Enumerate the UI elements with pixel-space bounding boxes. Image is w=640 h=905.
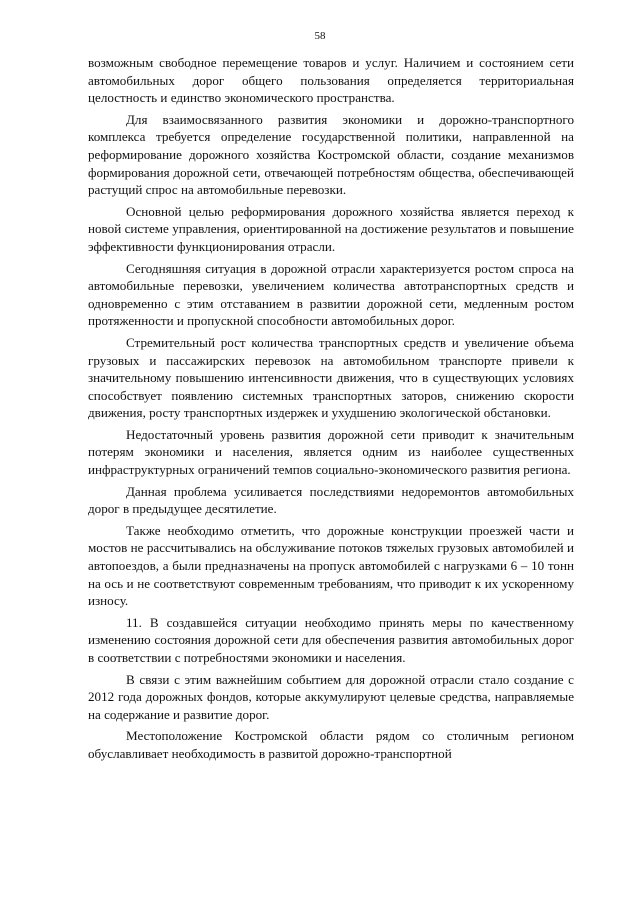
paragraph: Основной целью реформирования дорожного хозяйства является переход к новой системе управления, ориентированной на достижение результатов и повышение эффективности функционирования отрасли. [88,203,574,254]
paragraph: Сегодняшняя ситуация в дорожной отрасли характеризуется ростом спроса на автомобильные перевозки, увеличением количества автотранспортных средств и одновременно с этим отставанием в развитии дорожной сети, медленным ростом протяженности и пропускной способности автомобильных дорог. [88,260,574,329]
paragraph: 11. В создавшейся ситуации необходимо принять меры по качественному изменению состояния дорожной сети для обеспечения развития автомобильных дорог в соответствии с потребностями экономики и населения. [88,614,574,665]
paragraph: Данная проблема усиливается последствиями недоремонтов автомобильных дорог в предыдущее десятилетие. [88,483,574,517]
paragraph: Местоположение Костромской области рядом со столичным регионом обуславливает необходимость в развитой дорожно-транспортной [88,728,574,761]
paragraph: Недостаточный уровень развития дорожной сети приводит к значительным потерям экономики и населения, является одним из наиболее существенных инфраструктурных ограничений темпов социально-экономического развития региона. [88,426,574,478]
body-text [88,54,574,767]
paragraph: Также необходимо отметить, что дорожные конструкции проезжей части и мостов не рассчитывались на обслуживание потоков тяжелых грузовых автомобилей и автопоездов, а были предназначены на пропуск автомобилей с нагрузками 6 – 10 тонн на ось и не соответствуют современным требованиям, что приводит к их ускоренному износу. [88,522,574,609]
paragraph: Для взаимосвязанного развития экономики и дорожно-транспортного комплекса требуется определение государственной политики, направленной на реформирование дорожного хозяйства Костромской области, создание механизмов формирования дорожной сети, отвечающей потребностям общества, обеспечивающей растущий спрос на автомобильные перевозки. [88,111,574,198]
paragraph: В связи с этим важнейшим событием для дорожной отрасли стало создание с 2012 года дорожных фондов, которые аккумулируют целевые средства, направляемые на содержание и развитие дорог. [88,671,574,722]
paragraph: Стремительный рост количества транспортных средств и увеличение объема грузовых и пассажирских перевозок на автомобильном транспорте привели к значительному повышению интенсивности движения, что в существующих условиях способствует появлению системных транспортных заторов, снижению скорости движения, росту транспортных издержек и ухудшению экологической обстановки. [88,334,574,421]
page-number: 58 [314,30,326,42]
paragraph: возможным свободное перемещение товаров и услуг. Наличием и состоянием сети автомобильных дорог общего пользования определяется территориальная целостность и единство экономического пространства. [88,55,574,106]
